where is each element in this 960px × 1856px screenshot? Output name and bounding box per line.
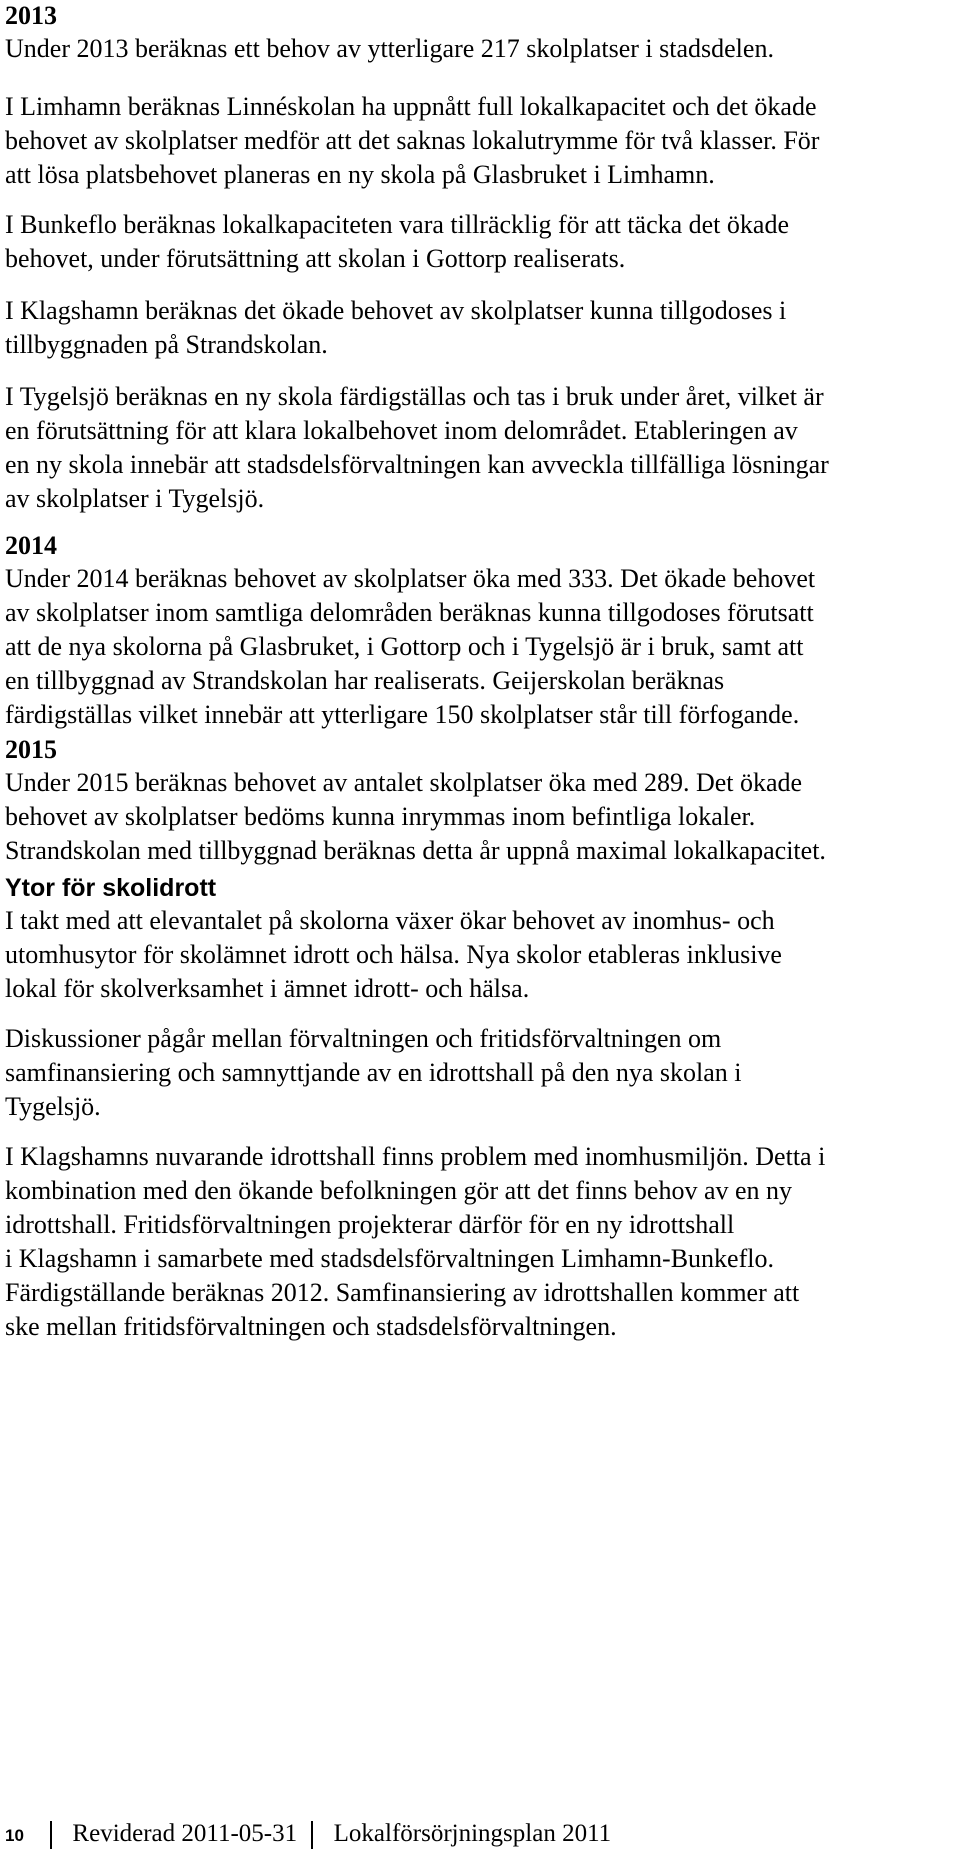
page-number: 10 — [5, 1826, 24, 1845]
text-line: idrottshall. Fritidsförvaltningen projekterar därför för en ny idrottshall — [5, 1210, 735, 1239]
paragraph — [5, 90, 819, 192]
paragraph — [5, 380, 829, 516]
text-line: tillbyggnaden på Strandskolan. — [5, 330, 328, 359]
text-line: I Limhamn beräknas Linnéskolan ha uppnått full lokalkapacitet och det ökade — [5, 92, 817, 121]
text-line: behovet av skolplatser medför att det saknas lokalutrymme för två klasser. För — [5, 126, 820, 155]
text-line: en tillbyggnad av Strandskolan har realiserats. Geijerskolan beräknas — [5, 666, 725, 695]
text-line: att de nya skolorna på Glasbruket, i Gottorp och i Tygelsjö är i bruk, samt att — [5, 632, 804, 661]
text-line: lokal för skolverksamhet i ämnet idrott- och hälsa. — [5, 974, 530, 1003]
text-line: färdigställas vilket innebär att ytterligare 150 skolplatser står till förfogande. — [5, 700, 800, 729]
text-line: av skolplatser inom samtliga delområden beräknas kunna tillgodoses förutsatt — [5, 598, 814, 627]
section-2014 — [5, 530, 815, 732]
section-2013 — [5, 0, 774, 66]
section-2015 — [5, 734, 826, 868]
paragraph — [5, 294, 786, 362]
text-line: Färdigställande beräknas 2012. Samfinansiering av idrottshallen kommer att — [5, 1278, 800, 1307]
text-line: Under 2014 beräknas behovet av skolplatser öka med 333. Det ökade behovet — [5, 564, 816, 593]
heading-2015: 2015 — [5, 735, 57, 764]
text-line: Diskussioner pågår mellan förvaltningen och fritidsförvaltningen om — [5, 1024, 722, 1053]
text-line: I Klagshamn beräknas det ökade behovet av skolplatser kunna tillgodoses i — [5, 296, 787, 325]
footer-separator — [311, 1821, 313, 1849]
text-line: I Klagshamns nuvarande idrottshall finns problem med inomhusmiljön. Detta i — [5, 1142, 826, 1171]
text-line: behovet, under förutsättning att skolan i Gottorp realiserats. — [5, 244, 626, 273]
footer-separator — [50, 1821, 52, 1849]
text-line: I Bunkeflo beräknas lokalkapaciteten vara tillräcklig för att täcka det ökade — [5, 210, 789, 239]
paragraph — [5, 1140, 825, 1344]
paragraph-block — [5, 208, 789, 276]
paragraph — [5, 766, 826, 868]
page-footer — [5, 1818, 611, 1852]
paragraph-block — [5, 294, 786, 362]
heading-school-sports: Ytor för skolidrott — [5, 874, 217, 902]
text-line: av skolplatser i Tygelsjö. — [5, 484, 265, 513]
paragraph-block — [5, 1022, 741, 1124]
revision-date: Reviderad 2011-05-31 — [72, 1820, 298, 1847]
section-school-sports — [5, 872, 782, 1006]
text-line: i Klagshamn i samarbete med stadsdelsförvaltningen Limhamn-Bunkeflo. — [5, 1244, 774, 1273]
text-line: Under 2015 beräknas behovet av antalet skolplatser öka med 289. Det ökade — [5, 768, 803, 797]
text-line: att lösa platsbehovet planeras en ny skola på Glasbruket i Limhamn. — [5, 160, 715, 189]
document-title: Lokalförsörjningsplan 2011 — [333, 1820, 612, 1847]
paragraph-block — [5, 380, 829, 516]
text-line: samfinansiering och samnyttjande av en idrottshall på den nya skolan i — [5, 1058, 742, 1087]
text-line: I Tygelsjö beräknas en ny skola färdigställas och tas i bruk under året, vilket är — [5, 382, 824, 411]
text-line: Strandskolan med tillbyggnad beräknas detta år uppnå maximal lokalkapacitet. — [5, 836, 826, 865]
paragraph — [5, 1022, 741, 1124]
paragraph-block — [5, 90, 819, 192]
paragraph — [5, 562, 815, 732]
text-line: I takt med att elevantalet på skolorna växer ökar behovet av inomhus- och — [5, 906, 775, 935]
text-line: utomhusytor för skolämnet idrott och hälsa. Nya skolor etableras inklusive — [5, 940, 782, 969]
text-line: ske mellan fritidsförvaltningen och stadsdelsförvaltningen. — [5, 1312, 617, 1341]
text-line: en förutsättning för att klara lokalbehovet inom delområdet. Etableringen av — [5, 416, 798, 445]
paragraph — [5, 904, 782, 1006]
text-line: kombination med den ökande befolkningen gör att det finns behov av en ny — [5, 1176, 793, 1205]
paragraph — [5, 32, 774, 66]
paragraph — [5, 208, 789, 276]
text-line: en ny skola innebär att stadsdelsförvaltningen kan avveckla tillfälliga lösningar — [5, 450, 829, 479]
text-line: Under 2013 beräknas ett behov av ytterligare 217 skolplatser i stadsdelen. — [5, 34, 774, 63]
heading-2013: 2013 — [5, 1, 57, 30]
heading-2014: 2014 — [5, 531, 57, 560]
text-line: Tygelsjö. — [5, 1092, 101, 1121]
text-line: behovet av skolplatser bedöms kunna inrymmas inom befintliga lokaler. — [5, 802, 756, 831]
paragraph-block — [5, 1140, 825, 1344]
